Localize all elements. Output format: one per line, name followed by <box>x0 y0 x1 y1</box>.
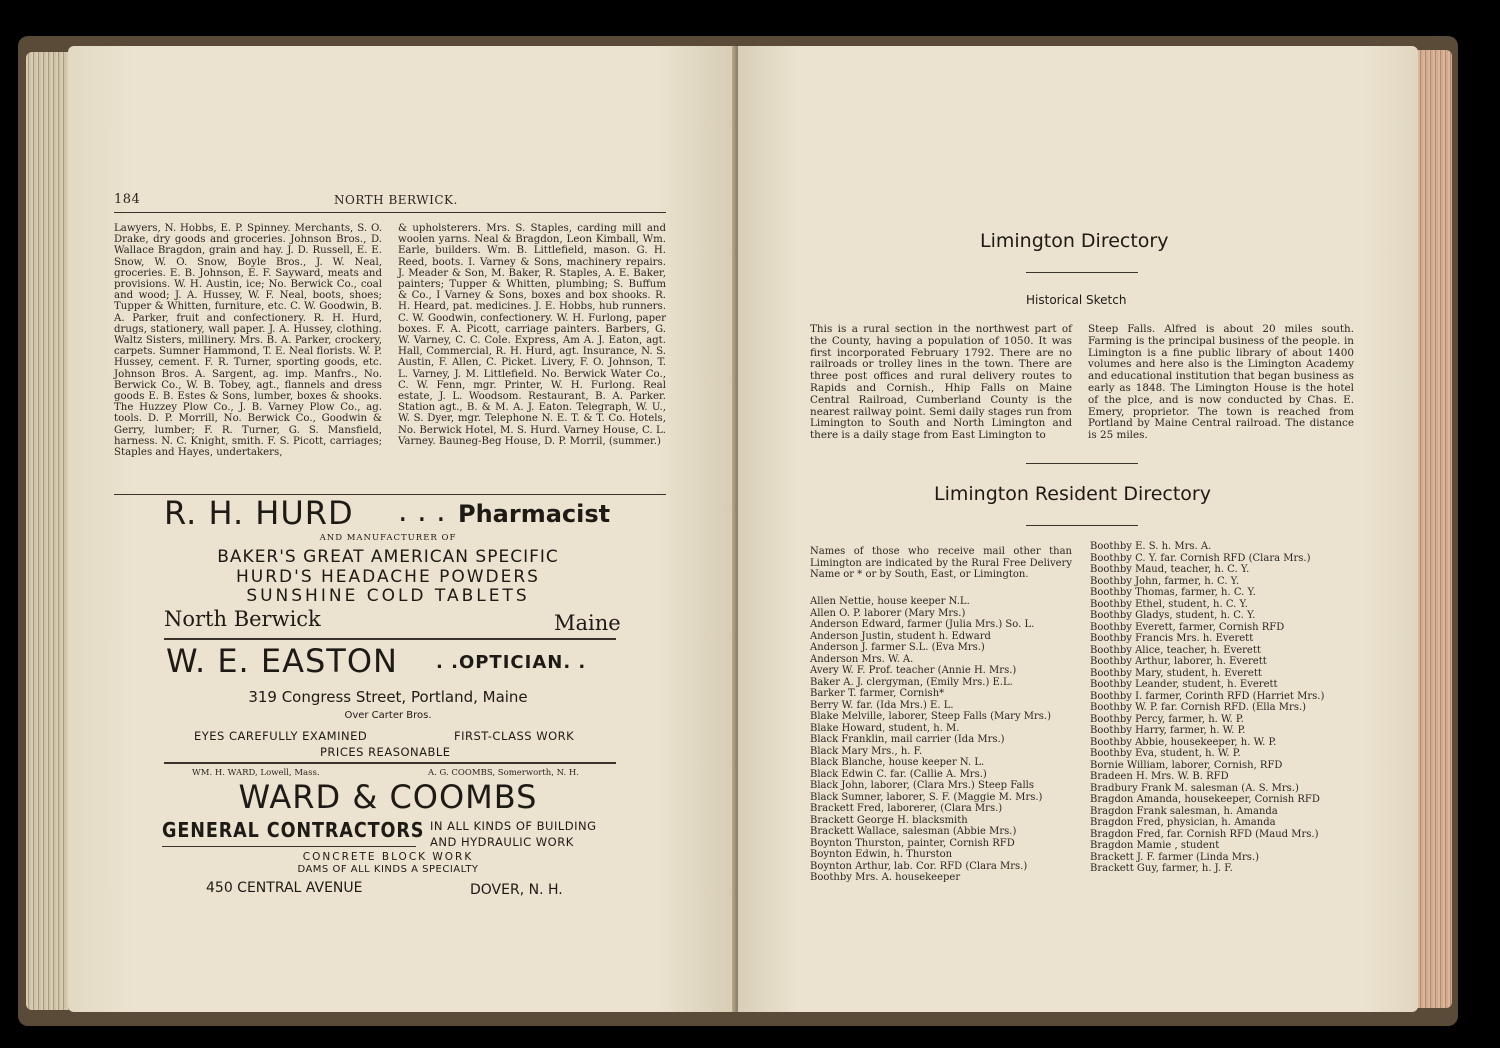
hurd-line-3: SUNSHINE COLD TABLETS <box>246 586 530 606</box>
resident-entry: Bragdon Fred, physician, h. Amanda <box>1090 817 1276 828</box>
resident-entry: Barker T. farmer, Cornish* <box>810 688 945 699</box>
resident-rule <box>1026 525 1138 526</box>
resident-entry: Boothby Maud, teacher, h. C. Y. <box>1090 564 1250 575</box>
ward-city: DOVER, N. H. <box>470 882 563 898</box>
resident-entry: Boynton Arthur, lab. Cor. RFD (Clara Mrs.) <box>810 860 1028 872</box>
resident-entry: Anderson J. farmer S.L. (Eva Mrs.) <box>810 642 985 653</box>
resident-entry: Black Edwin C. far. (Callie A. Mrs.) <box>810 768 987 780</box>
running-head: NORTH BERWICK. <box>334 193 458 207</box>
resident-entry: Avery W. F. Prof. teacher (Annie H. Mrs.) <box>810 665 1017 676</box>
directory-title: Limington Directory <box>980 230 1169 252</box>
resident-column-1 <box>810 596 1080 884</box>
ward-concrete: CONCRETE BLOCK WORK <box>302 851 474 863</box>
resident-entry: Black Sumner, laborer, S. F. (Maggie M. Mrs.) <box>810 791 1043 803</box>
resident-entry: Boothby Percy, farmer, h. W. P. <box>1090 713 1244 725</box>
resident-entry: Brackett J. F. farmer (Linda Mrs.) <box>1090 851 1259 863</box>
hurd-line-1: BAKER'S GREAT AMERICAN SPECIFIC <box>217 547 559 567</box>
resident-entry: Boynton Thurston, painter, Cornish RFD <box>810 837 1015 849</box>
contractors-underline <box>162 846 416 847</box>
resident-entry: Bragdon Amanda, housekeeper, Cornish RFD <box>1090 794 1320 805</box>
sketch-column-1: This is a rural section in the northwest part of the County, having a population of 1050. It was first incorporated February 1792. There are no railroads or trolley lines in the town. There are three post offices and rural delivery routes to Rapids and Cornish., Hhip Falls on Maine Central Railroad, Cumberland County is the nearest railway point. Semi daily stages run from Limington to South and North Limington and there is a daily stage from East Limington to <box>810 323 1072 442</box>
resident-title: Limington Resident Directory <box>934 483 1211 505</box>
resident-entry: Berry W. far. (Ida Mrs.) E. L. <box>810 699 954 711</box>
resident-entry: Boothby I. farmer, Corinth RFD (Harriet Mrs.) <box>1090 690 1325 702</box>
sketch-column-2: Steep Falls. Alfred is about 20 miles south. Farming is the principal business of the people. in Limington is a fine public library of about 1400 volumes and here also is the Limington Academy and educational institution that began business as early as 1848. The Limington House is the hotel of the plce, and is now conducted by Chas. E. Emery, proprietor. The town is reached from Portland by Maine Central railroad. The distance is 25 miles. <box>1088 323 1354 442</box>
ward-avenue: 450 CENTRAL AVENUE <box>206 880 363 896</box>
resident-entry: Boothby Eva, student, h. W. P. <box>1090 748 1241 759</box>
easton-work: FIRST-CLASS WORK <box>454 729 575 743</box>
resident-entry: Black Blanche, house keeper N. L. <box>810 757 985 768</box>
left-page-edges <box>26 52 74 1010</box>
header-rule <box>114 212 666 213</box>
business-column-1: Lawyers, N. Hobbs, E. P. Spinney. Merchants, S. O. Drake, dry goods and groceries. Johnson Bros., D. Wallace Bragdon, grain and hay. J. D. Russell, E. E. Snow, W. O. Snow, Boyle Bros., J. W. Neal, groceries. E. B. Johnson, E. F. Sayward, meats and provisions. W. H. Austin, ice; No. Berwick Co., coal and wood; J. A. Hussey, W. F. Neal, boots, shoes; Tupper & Whitten, furniture, etc. C. W. Goodwin, B. A. Parker, fruit and confectionery. R. H. Hurd, drugs, stationery, wall paper. J. A. Hussey, clothing. Waltz Sisters, millinery. Mrs. B. A. Parker, crockery, carpets. Sumner Hammond, T. E. Neal florists. W. P. Hussey, cement. F. R. Turner, sporting goods, etc. Johnson Bros. A. Sargent, ag. imp. Manfrs., No. Berwick Co., W. B. Tobey, agt., flannels and dress goods E. B. Estes & Sons, lumber, boxes & shooks. The Huzzey Plow Co., J. B. Varney Plow Co., ag. tools. D. P. Morrill, No. Berwick Co., Goodwin & Gerry, lumber; F. R. Turner, G. S. Mansfield, harness. N. C. Knight, smith. F. S. Picott, carriages; Staples and Hayes, undertakers, <box>114 223 382 459</box>
resident-entry: Baker A. J. clergyman, (Emily Mrs.) E.L. <box>810 676 1013 688</box>
easton-address: 319 Congress Street, Portland, Maine <box>248 688 528 706</box>
resident-entry: Boothby Ethel, student, h. C. Y. <box>1090 598 1248 610</box>
resident-column-2 <box>1090 541 1380 875</box>
resident-entry: Allen Nettie, house keeper N.L. <box>810 596 970 607</box>
resident-entry: Brackett Wallace, salesman (Abbie Mrs.) <box>810 826 1017 837</box>
general-contractors: GENERAL CONTRACTORS <box>162 818 425 842</box>
resident-entry: Black Franklin, mail carrier (Ida Mrs.) <box>810 734 1005 745</box>
resident-entry: Bragdon Fred, far. Cornish RFD (Maud Mrs.) <box>1090 828 1319 840</box>
resident-entry: Black John, laborer, (Clara Mrs.) Steep Falls <box>810 780 1035 791</box>
ward-coombs-name: WARD & COOMBS <box>238 778 538 816</box>
easton-eyes: EYES CAREFULLY EXAMINED <box>194 729 368 743</box>
easton-role: . .OPTICIAN. . <box>436 652 587 673</box>
hurd-dots: . . . <box>398 494 446 529</box>
sketch-rule <box>1026 463 1138 464</box>
resident-entry: Boothby Mrs. A. housekeeper <box>810 872 961 883</box>
resident-entry: Blake Melville, laborer, Steep Falls (Mary Mrs.) <box>810 711 1052 722</box>
resident-entry: Bornie William, laborer, Cornish, RFD <box>1090 759 1283 771</box>
resident-entry: Black Mary Mrs., h. F. <box>810 745 923 757</box>
resident-entry: Boothby Gladys, student, h. C. Y. <box>1090 610 1256 621</box>
resident-entry: Boothby Leander, student, h. Everett <box>1090 679 1278 690</box>
resident-entry: Anderson Edward, farmer (Julia Mrs.) So. L. <box>810 619 1035 630</box>
title-rule <box>1026 272 1138 273</box>
resident-entry: Brackett Guy, farmer, h. J. F. <box>1090 863 1233 874</box>
resident-entry: Boothby Arthur, laborer, h. Everett <box>1090 656 1267 667</box>
resident-entry: Boothby Abbie, housekeeper, h. W. P. <box>1090 736 1277 748</box>
easton-name: W. E. EASTON <box>166 642 398 680</box>
hurd-line-2: HURD'S HEADACHE POWDERS <box>236 567 540 587</box>
ward-kinds-1: IN ALL KINDS OF BUILDING <box>430 819 597 833</box>
ad-divider-1 <box>164 638 616 640</box>
resident-entry: Boothby Mary, student, h. Everett <box>1090 667 1262 679</box>
hurd-town: North Berwick <box>164 607 321 631</box>
sketch-title: Historical Sketch <box>1026 293 1127 307</box>
resident-entry: Blake Howard, student, h. M. <box>810 722 960 734</box>
resident-entry: Boothby Thomas, farmer, h. C. Y. <box>1090 587 1256 598</box>
resident-entry: Anderson Mrs. W. A. <box>810 653 914 665</box>
resident-entry: Anderson Justin, student h. Edward <box>810 630 991 642</box>
resident-entry: Boothby Francis Mrs. h. Everett <box>1090 633 1254 644</box>
resident-entry: Boynton Edwin, h. Thurston <box>810 849 953 860</box>
resident-entry: Bradbury Frank M. salesman (A. S. Mrs.) <box>1090 782 1299 794</box>
resident-entry: Boothby John, farmer, h. C. Y. <box>1090 575 1240 587</box>
easton-prices: PRICES REASONABLE <box>320 745 451 759</box>
resident-entry: Boothby Harry, farmer, h. W. P. <box>1090 725 1246 736</box>
resident-entry: Boothby E. S. h. Mrs. A. <box>1090 541 1212 552</box>
resident-entry: Allen O. P. laborer (Mary Mrs.) <box>810 607 966 619</box>
business-column-2: & upholsterers. Mrs. S. Staples, carding mill and woolen yarns. Neal & Bragdon, Leon Kimball, Wm. Earle, builders. Wm. B. Littlefield, mason. G. H. Reed, boots. I. Varney & Sons, machinery repairs. J. Meader & Son, M. Baker, R. Staples, A. E. Baker, painters; Tupper & Whitten, plumbing; S. Buffum & Co., I Varney & Sons, boxes and box shooks. R. H. Heard, pat. medicines. J. E. Hobbs, hub runners. C. W. Goodwin, confectionery. W. H. Furlong, paper boxes. F. A. Picott, carriage painters. Barbers, G. W. Varney, C. C. Cole. Express, Am A. J. Eaton, agt. Hall, Commercial, R. H. Hurd, agt. Insurance, N. S. Austin, F. Allen, C. Picket. Livery, F. O. Johnson, T. L. Varney, J. M. Littlefield. No. Berwick Water Co., C. W. Fenn, mgr. Printer, W. H. Furlong. Real estate, J. L. Woodsom. Restaurant, B. A. Parker. Station agt., B. & M. A. J. Eaton. Telegraph, W. U., W. S. Dyer, mgr. Telephone N. E. T. & T. Co. Hotels, No. Berwick Hotel, M. S. Hurd. Varney House, C. L. Varney. Bauneg-Beg House, D. P. Morril, (summer.) <box>398 223 666 447</box>
hurd-state: Maine <box>554 611 621 635</box>
hurd-role: Pharmacist <box>458 500 611 528</box>
hurd-sub: AND MANUFACTURER OF <box>319 533 457 543</box>
hurd-name: R. H. HURD <box>164 494 354 532</box>
resident-entry: Boothby Everett, farmer, Cornish RFD <box>1090 621 1285 633</box>
ad-divider-2 <box>164 762 616 764</box>
resident-entry: Bradeen H. Mrs. W. B. RFD <box>1090 771 1229 782</box>
resident-entry: Boothby Alice, teacher, h. Everett <box>1090 644 1261 656</box>
ward-dams: DAMS OF ALL KINDS A SPECIALTY <box>297 864 479 875</box>
resident-entry: Brackett George H. blacksmith <box>810 814 968 826</box>
resident-entry: Bragdon Frank salesman, h. Amanda <box>1090 805 1278 817</box>
ward-kinds-2: AND HYDRAULIC WORK <box>430 835 574 849</box>
resident-entry: Boothby W. P. far. Cornish RFD. (Ella Mrs.) <box>1090 702 1307 713</box>
directory-intro: Names of those who receive mail other than Limington are indicated by the Rural Free Delivery Name or * or by South, East, or Limington. <box>810 546 1072 580</box>
coombs-credit: A. G. COOMBS, Somerworth, N. H. <box>428 768 580 778</box>
resident-entry: Boothby C. Y. far. Cornish RFD (Clara Mrs.) <box>1090 552 1311 564</box>
resident-entry: Bragdon Mamie , student <box>1090 840 1220 851</box>
easton-over: Over Carter Bros. <box>344 710 432 721</box>
resident-entry: Brackett Fred, laborerer, (Clara Mrs.) <box>810 803 1003 814</box>
page-number: 184 <box>114 192 141 207</box>
ward-credit: WM. H. WARD, Lowell, Mass. <box>192 768 320 778</box>
